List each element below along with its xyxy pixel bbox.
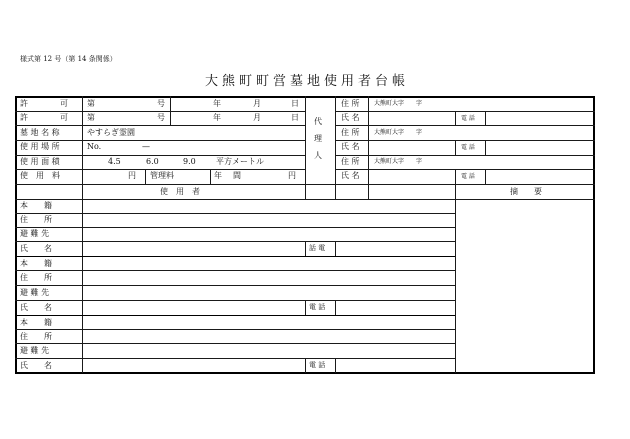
- agent-address-label-3: 住 所: [341, 157, 360, 166]
- permit-hi-1: 日: [291, 99, 299, 108]
- user1-address-label: 住 所: [20, 215, 52, 224]
- user2-evac-label: 避 難 先: [20, 288, 50, 297]
- user3-address-label: 住 所: [20, 332, 52, 341]
- area-label: 使 用 面 積: [20, 157, 60, 166]
- user1-honseki-label: 本 籍: [20, 201, 52, 210]
- fee-kan: 間: [233, 171, 241, 180]
- permit-hi-2: 日: [291, 113, 299, 122]
- user2-name-label: 氏 名: [20, 303, 52, 312]
- fee-label: 使 用 料: [20, 171, 60, 180]
- user3-name-label: 氏 名: [20, 361, 52, 370]
- form-reference: 様式第 12 号（第 14 条関係）: [20, 55, 117, 63]
- user3-phone-label: 電 話: [309, 361, 326, 369]
- agent-name-label-1: 氏 名: [341, 113, 360, 122]
- agent-address-value-1: 大熊町大字 字: [374, 100, 423, 107]
- agent-address-value-2: 大熊町大字 字: [374, 129, 423, 136]
- user1-evac-label: 避 難 先: [20, 229, 50, 238]
- location-no: No.: [87, 142, 102, 151]
- user2-phone-label: 電 話: [309, 303, 326, 311]
- agent-name-label-2: 氏 名: [341, 142, 360, 151]
- user1-name-label: 氏 名: [20, 244, 52, 253]
- user3-evac-label: 避 難 先: [20, 346, 50, 355]
- cemetery-name-label: 墓 地 名 称: [20, 128, 60, 137]
- permit-tsuki-2: 月: [253, 113, 261, 122]
- location-dash: —: [142, 142, 150, 151]
- area-unit: 平方メートル: [216, 157, 264, 166]
- location-label: 使 用 場 所: [20, 142, 60, 151]
- agent-address-label-2: 住 所: [341, 128, 360, 137]
- permit-tsuki-1: 月: [253, 99, 261, 108]
- permit-go-1: 号: [157, 99, 165, 108]
- fee-yen: 円: [128, 171, 136, 180]
- agent-phone-label-3: 電 話: [461, 173, 475, 180]
- agent-char-3: 人: [314, 151, 322, 160]
- agent-address-label-1: 住 所: [341, 99, 360, 108]
- area-option-3: 9.0: [183, 157, 196, 166]
- permit-dai-1: 第: [87, 99, 95, 108]
- cemetery-name-value: やすらぎ霊園: [87, 128, 135, 137]
- fee-yen-2: 円: [288, 171, 296, 180]
- user2-address-label: 住 所: [20, 273, 52, 282]
- permit-label-2: 許 可: [20, 113, 68, 122]
- area-option-2: 6.0: [146, 157, 159, 166]
- users-header: 使 用 者: [160, 187, 200, 196]
- management-fee-label: 管理料: [150, 171, 174, 180]
- area-option-1: 4.5: [108, 157, 121, 166]
- user3-honseki-label: 本 籍: [20, 318, 52, 327]
- agent-address-value-3: 大熊町大字 字: [374, 158, 423, 165]
- user2-honseki-label: 本 籍: [20, 259, 52, 268]
- agent-char-1: 代: [314, 117, 322, 126]
- fee-nen: 年: [214, 171, 222, 180]
- permit-dai-2: 第: [87, 113, 95, 122]
- permit-nen-1: 年: [213, 99, 221, 108]
- user1-phone-label: 話 電: [309, 244, 326, 252]
- page-title: 大熊町町営墓地使用者台帳: [205, 74, 410, 89]
- agent-phone-label-2: 電 話: [461, 144, 475, 151]
- agent-char-2: 理: [314, 134, 322, 143]
- permit-label-1: 許 可: [20, 99, 68, 108]
- agent-phone-label-1: 電 話: [461, 115, 475, 122]
- summary-header: 摘 要: [510, 187, 542, 196]
- permit-go-2: 号: [157, 113, 165, 122]
- agent-name-label-3: 氏 名: [341, 171, 360, 180]
- permit-nen-2: 年: [213, 113, 221, 122]
